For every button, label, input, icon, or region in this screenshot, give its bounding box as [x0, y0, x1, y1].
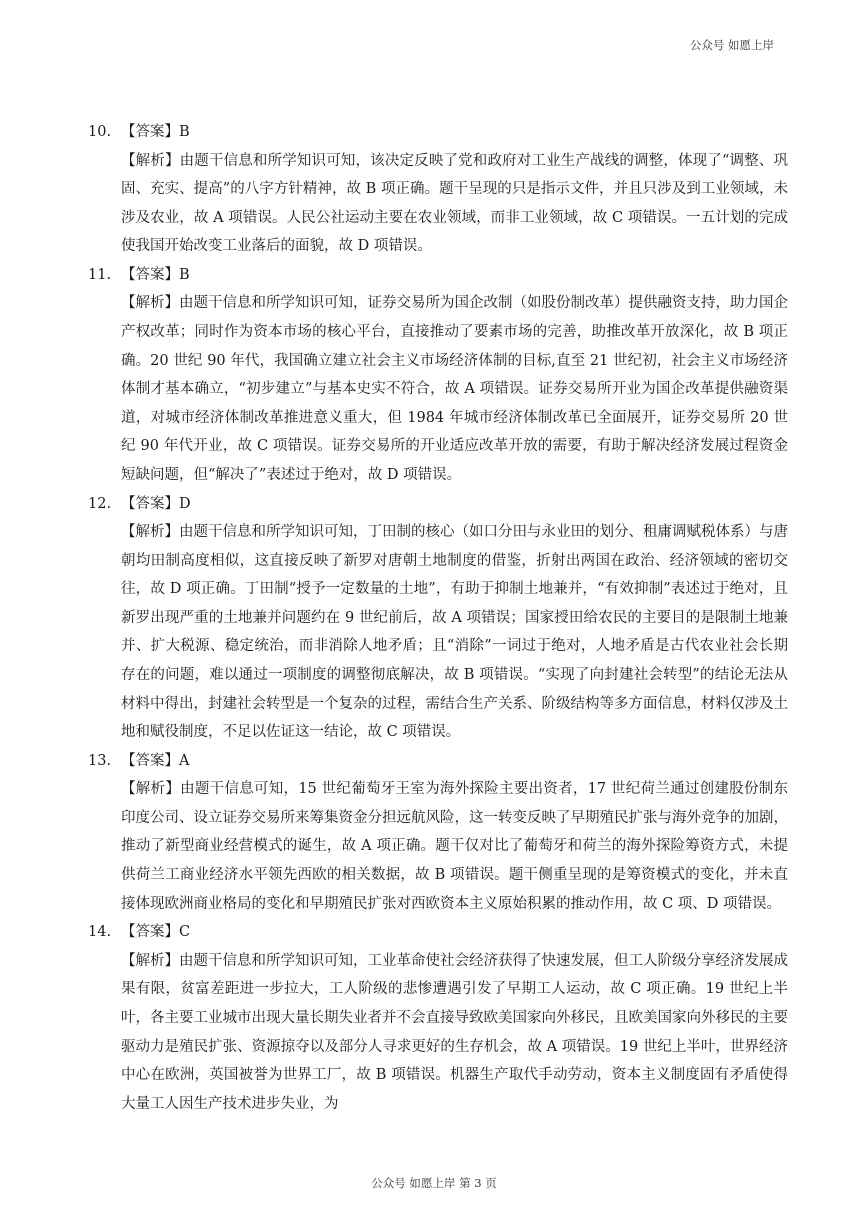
answer-value: A — [179, 752, 190, 769]
answer-content — [88, 118, 788, 1118]
explanation — [121, 775, 788, 918]
answer-line — [88, 747, 788, 776]
explanation-label: 【解析】 — [121, 295, 179, 312]
answer-label: 【答案】 — [121, 124, 179, 140]
explanation — [121, 518, 788, 747]
explanation-label: 【解析】 — [121, 152, 180, 169]
explanation-label: 【解析】 — [121, 781, 181, 798]
page-header: 公众号 如愿上岸 — [689, 38, 774, 52]
question-number: 11. — [88, 266, 112, 283]
answer-value: D — [179, 495, 191, 512]
answer-value: C — [179, 924, 191, 941]
question-number: 12. — [88, 495, 112, 512]
question-number: 13. — [88, 752, 112, 769]
explanation-text: 由题干信息可知，15 世纪葡萄牙王室为海外探险主要出资者，17 世纪荷兰通过创建股份制东印度公司、设立证券交易所来筹集资金分担远航风险，这一转变反映了早期殖民扩张与海外竞争的加剧，推动了新型商业经营模式的诞生，故 A 项正确。题干仅对比了葡萄牙和荷兰的海外探险筹资方式，未提供荷兰工商业经济水平领先西欧的相关数据，故 B 项错误。题干侧重呈现的是筹资模式的变化，并未直接体现欧洲商业格局的变化和早期殖民扩张对西欧资本主义原始积累的推动作用，故 C 项、D 项错误。 — [121, 781, 788, 912]
question-item-13 — [88, 747, 788, 918]
answer-line — [88, 261, 788, 290]
explanation-label: 【解析】 — [121, 952, 179, 969]
question-item-14 — [88, 918, 788, 1118]
answer-label: 【答案】 — [121, 266, 179, 283]
explanation-text: 由题干信息和所学知识可知，证券交易所为国企改制（如股份制改革）提供融资支持，助力国企产权改革；同时作为资本市场的核心平台，直接推动了要素市场的完善，助推改革开放深化，故 B 项正确。20 世纪 90 年代，我国确立建立社会主义市场经济体制的目标,直至 21 世纪初，社会主义市场经济体制才基本确立，“初步建立”与基本史实不符合，故 A 项错误。证券交易所开业为国企改革提供融资渠道，对城市经济体制改革推进意义重大，但 1984 年城市经济体制改革已全面展开，证券交易所 20 世纪 90 年代开业，故 C 项错误。证券交易所的开业适应改革开放的需要，有助于解决经济发展过程资金短缺问题，但“解决了”表述过于绝对，故 D 项错误。 — [121, 295, 788, 483]
question-number: 10. — [88, 124, 112, 140]
answer-line — [88, 118, 788, 147]
question-item-12 — [88, 490, 788, 747]
question-item-11 — [88, 261, 788, 490]
explanation-label: 【解析】 — [121, 524, 179, 541]
answer-label: 【答案】 — [121, 495, 179, 512]
answer-line — [88, 490, 788, 519]
answer-label: 【答案】 — [121, 752, 179, 769]
answer-label: 【答案】 — [121, 924, 179, 941]
answer-value: B — [179, 124, 190, 140]
answer-value: B — [179, 266, 190, 283]
explanation — [121, 289, 788, 489]
explanation-text: 由题干信息和所学知识可知，该决定反映了党和政府对工业生产战线的调整，体现了“调整、巩固、充实、提高”的八字方针精神，故 B 项正确。题干呈现的只是指示文件，并且只涉及到工业领域，未涉及农业，故 A 项错误。人民公社运动主要在农业领域，而非工业领域，故 C 项错误。一五计划的完成使我国开始改变工业落后的面貌，故 D 项错误。 — [121, 152, 788, 255]
question-item-10 — [88, 118, 788, 261]
explanation — [121, 947, 788, 1119]
explanation-text: 由题干信息和所学知识可知，丁田制的核心（如口分田与永业田的划分、租庸调赋税体系）与唐朝均田制高度相似，这直接反映了新罗对唐朝土地制度的借鉴，折射出两国在政治、经济领域的密切交往，故 D 项正确。丁田制“授予一定数量的土地”，有助于抑制土地兼并，“有效抑制”表述过于绝对，且新罗出现严重的土地兼并问题约在 9 世纪前后，故 A 项错误；国家授田给农民的主要目的是限制土地兼并、扩大税源、稳定统治，而非消除人地矛盾；且“消除”一词过于绝对，人地矛盾是古代农业社会长期存在的问题，难以通过一项制度的调整彻底解决，故 B 项错误。“实现了向封建社会转型”的结论无法从材料中得出，封建社会转型是一个复杂的过程，需结合生产关系、阶级结构等多方面信息，材料仅涉及土地和赋役制度，不足以佐证这一结论，故 C 项错误。 — [121, 524, 788, 741]
question-number: 14. — [88, 924, 112, 941]
page-footer: 公众号 如愿上岸 第 3 页 — [371, 1176, 497, 1190]
answer-line — [88, 918, 788, 947]
explanation — [121, 147, 788, 261]
explanation-text: 由题干信息和所学知识可知，工业革命使社会经济获得了快速发展，但工人阶级分享经济发展成果有限，贫富差距进一步拉大，工人阶级的悲惨遭遇引发了早期工人运动，故 C 项正确。19 世纪上半叶，各主要工业城市出现大量长期失业者并不会直接导致欧美国家向外移民，且欧美国家向外移民的主要驱动力是殖民扩张、资源掠夺以及部分人寻求更好的生存机会，故 A 项错误。19 世纪上半叶，世界经济中心在欧洲，英国被誉为世界工厂，故 B 项错误。机器生产取代手动劳动，资本主义制度固有矛盾使得大量工人因生产技术进步失业，为 — [121, 952, 788, 1112]
